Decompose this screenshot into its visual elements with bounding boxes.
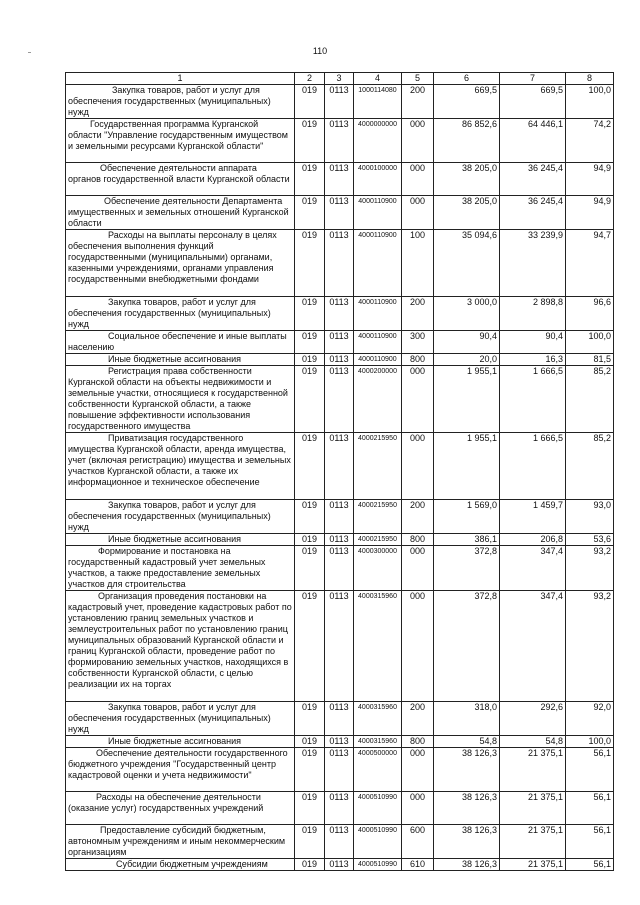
subsection-code-cell: 0113	[325, 163, 354, 196]
percent-cell: 94,9	[566, 196, 614, 230]
section-code-cell: 019	[295, 230, 325, 297]
actual-amount-cell: 669,5	[500, 85, 566, 119]
percent-cell: 56,1	[566, 825, 614, 859]
section-code-cell: 019	[295, 366, 325, 433]
section-code-cell: 019	[295, 591, 325, 702]
plan-amount-cell: 386,1	[434, 534, 500, 546]
plan-amount-cell: 1 955,1	[434, 433, 500, 500]
actual-amount-cell: 21 375,1	[500, 825, 566, 859]
row-name-cell: Организация проведения постановки на кадастровый учет, проведение кадастровых работ по установлению границ земельных участков и землеустроительных работ по установлению границ муниципальных образований Курганской области и границ Курганской области, проведение работ по формированию земельных участков, находящихся в собственности Курганской области, с целью реализации их на торгах	[66, 591, 295, 702]
row-name-cell: Регистрация права собственности Курганской области на объекты недвижимости и земельные участки, относящиеся к государственной собственности Курганской области, а также повышение эффективности использования государственного имущества	[66, 366, 295, 433]
row-name-cell: Предоставление субсидий бюджетным, автономным учреждениям и иным некоммерческим организациям	[66, 825, 295, 859]
target-code-cell: 4000200000	[354, 366, 402, 433]
table-row	[66, 331, 614, 354]
subsection-code-cell: 0113	[325, 119, 354, 163]
page-number: 110	[312, 46, 328, 56]
actual-amount-cell: 90,4	[500, 331, 566, 354]
percent-cell: 93,2	[566, 546, 614, 591]
row-name-cell: Приватизация государственного имущества Курганской области, аренда имущества, учет (включая регистрацию) имущества и земельных участков Курганской области, а также их информационное и техническое обеспечение	[66, 433, 295, 500]
actual-amount-cell: 292,6	[500, 702, 566, 736]
table-row	[66, 736, 614, 748]
table-row	[66, 163, 614, 196]
target-code-cell: 4000300000	[354, 546, 402, 591]
subsection-code-cell: 0113	[325, 297, 354, 331]
plan-amount-cell: 669,5	[434, 85, 500, 119]
table-row	[66, 196, 614, 230]
plan-amount-cell: 86 852,6	[434, 119, 500, 163]
section-code-cell: 019	[295, 702, 325, 736]
row-name-cell: Закупка товаров, работ и услуг для обеспечения государственных (муниципальных) нужд	[66, 702, 295, 736]
expense-type-cell: 800	[402, 354, 434, 366]
target-code-cell: 4000215950	[354, 500, 402, 534]
section-code-cell: 019	[295, 534, 325, 546]
table-row	[66, 366, 614, 433]
section-code-cell: 019	[295, 500, 325, 534]
table-row	[66, 702, 614, 736]
row-name-cell: Государственная программа Курганской области "Управление государственным имуществом и земельными ресурсами Курганской области"	[66, 119, 295, 163]
target-code-cell: 4000110900	[354, 331, 402, 354]
column-header: 5	[402, 73, 434, 85]
actual-amount-cell: 1 666,5	[500, 433, 566, 500]
row-name-cell: Обеспечение деятельности аппарата органов государственной власти Курганской области	[66, 163, 295, 196]
section-code-cell: 019	[295, 354, 325, 366]
percent-cell: 56,1	[566, 792, 614, 825]
expense-type-cell: 600	[402, 825, 434, 859]
percent-cell: 56,1	[566, 748, 614, 792]
plan-amount-cell: 372,8	[434, 591, 500, 702]
subsection-code-cell: 0113	[325, 354, 354, 366]
table-row	[66, 297, 614, 331]
row-name-cell: Закупка товаров, работ и услуг для обеспечения государственных (муниципальных) нужд	[66, 500, 295, 534]
subsection-code-cell: 0113	[325, 196, 354, 230]
actual-amount-cell: 21 375,1	[500, 859, 566, 871]
subsection-code-cell: 0113	[325, 230, 354, 297]
budget-table	[65, 72, 614, 871]
percent-cell: 85,2	[566, 433, 614, 500]
expense-type-cell: 000	[402, 591, 434, 702]
table-row	[66, 354, 614, 366]
percent-cell: 53,6	[566, 534, 614, 546]
expense-type-cell: 000	[402, 366, 434, 433]
target-code-cell: 4000510990	[354, 859, 402, 871]
percent-cell: 81,5	[566, 354, 614, 366]
plan-amount-cell: 38 205,0	[434, 196, 500, 230]
section-code-cell: 019	[295, 297, 325, 331]
percent-cell: 100,0	[566, 736, 614, 748]
target-code-cell: 4000110900	[354, 230, 402, 297]
section-code-cell: 019	[295, 163, 325, 196]
expense-type-cell: 000	[402, 119, 434, 163]
section-code-cell: 019	[295, 119, 325, 163]
percent-cell: 85,2	[566, 366, 614, 433]
expense-type-cell: 200	[402, 500, 434, 534]
row-name-cell: Обеспечение деятельности государственного бюджетного учреждения "Государственный центр кадастровой оценки и учета недвижимости"	[66, 748, 295, 792]
target-code-cell: 4000510990	[354, 792, 402, 825]
actual-amount-cell: 347,4	[500, 546, 566, 591]
section-code-cell: 019	[295, 196, 325, 230]
row-name-cell: Социальное обеспечение и иные выплаты населению	[66, 331, 295, 354]
section-code-cell: 019	[295, 859, 325, 871]
subsection-code-cell: 0113	[325, 859, 354, 871]
actual-amount-cell: 16,3	[500, 354, 566, 366]
row-name-cell: Субсидии бюджетным учреждениям	[66, 859, 295, 871]
target-code-cell: 4000315960	[354, 591, 402, 702]
section-code-cell: 019	[295, 748, 325, 792]
table-row	[66, 859, 614, 871]
plan-amount-cell: 20,0	[434, 354, 500, 366]
plan-amount-cell: 38 126,3	[434, 825, 500, 859]
table-row	[66, 119, 614, 163]
percent-cell: 92,0	[566, 702, 614, 736]
row-name-cell: Иные бюджетные ассигнования	[66, 354, 295, 366]
subsection-code-cell: 0113	[325, 546, 354, 591]
subsection-code-cell: 0113	[325, 825, 354, 859]
row-name-cell: Закупка товаров, работ и услуг для обеспечения государственных (муниципальных) нужд	[66, 297, 295, 331]
table-row	[66, 500, 614, 534]
row-name-cell: Расходы на обеспечение деятельности (оказание услуг) государственных учреждений	[66, 792, 295, 825]
subsection-code-cell: 0113	[325, 591, 354, 702]
row-name-cell: Закупка товаров, работ и услуг для обеспечения государственных (муниципальных) нужд	[66, 85, 295, 119]
expense-type-cell: 000	[402, 792, 434, 825]
target-code-cell: 4000000000	[354, 119, 402, 163]
actual-amount-cell: 33 239,9	[500, 230, 566, 297]
expense-type-cell: 300	[402, 331, 434, 354]
column-header: 6	[434, 73, 500, 85]
plan-amount-cell: 38 126,3	[434, 748, 500, 792]
actual-amount-cell: 36 245,4	[500, 196, 566, 230]
section-code-cell: 019	[295, 825, 325, 859]
plan-amount-cell: 90,4	[434, 331, 500, 354]
actual-amount-cell: 36 245,4	[500, 163, 566, 196]
table-row	[66, 591, 614, 702]
target-code-cell: 4000110900	[354, 297, 402, 331]
target-code-cell: 4000110900	[354, 354, 402, 366]
actual-amount-cell: 1 666,5	[500, 366, 566, 433]
column-header: 2	[295, 73, 325, 85]
subsection-code-cell: 0113	[325, 702, 354, 736]
table-row	[66, 748, 614, 792]
section-code-cell: 019	[295, 792, 325, 825]
table-row	[66, 825, 614, 859]
expense-type-cell: 000	[402, 748, 434, 792]
column-header: 8	[566, 73, 614, 85]
expense-type-cell: 100	[402, 230, 434, 297]
subsection-code-cell: 0113	[325, 366, 354, 433]
table-row	[66, 85, 614, 119]
section-code-cell: 019	[295, 546, 325, 591]
column-header: 4	[354, 73, 402, 85]
plan-amount-cell: 38 126,3	[434, 859, 500, 871]
expense-type-cell: 000	[402, 163, 434, 196]
expense-type-cell: 000	[402, 433, 434, 500]
table-row	[66, 433, 614, 500]
percent-cell: 100,0	[566, 331, 614, 354]
row-name-cell: Иные бюджетные ассигнования	[66, 736, 295, 748]
column-header: 1	[66, 73, 295, 85]
section-code-cell: 019	[295, 331, 325, 354]
percent-cell: 94,9	[566, 163, 614, 196]
target-code-cell: 4000215950	[354, 534, 402, 546]
expense-type-cell: 200	[402, 297, 434, 331]
actual-amount-cell: 1 459,7	[500, 500, 566, 534]
plan-amount-cell: 54,8	[434, 736, 500, 748]
row-name-cell: Расходы на выплаты персоналу в целях обеспечения выполнения функций государственными (муниципальными) органами, казенными учреждениями, органами управления государственными внебюджетными фондами	[66, 230, 295, 297]
target-code-cell: 4000100000	[354, 163, 402, 196]
subsection-code-cell: 0113	[325, 748, 354, 792]
subsection-code-cell: 0113	[325, 792, 354, 825]
subsection-code-cell: 0113	[325, 736, 354, 748]
section-code-cell: 019	[295, 85, 325, 119]
table-row	[66, 230, 614, 297]
plan-amount-cell: 1 569,0	[434, 500, 500, 534]
percent-cell: 74,2	[566, 119, 614, 163]
plan-amount-cell: 1 955,1	[434, 366, 500, 433]
subsection-code-cell: 0113	[325, 433, 354, 500]
subsection-code-cell: 0113	[325, 85, 354, 119]
percent-cell: 96,6	[566, 297, 614, 331]
actual-amount-cell: 64 446,1	[500, 119, 566, 163]
actual-amount-cell: 21 375,1	[500, 792, 566, 825]
column-header: 3	[325, 73, 354, 85]
target-code-cell: 4000500000	[354, 748, 402, 792]
actual-amount-cell: 347,4	[500, 591, 566, 702]
actual-amount-cell: 21 375,1	[500, 748, 566, 792]
column-header: 7	[500, 73, 566, 85]
target-code-cell: 1000114080	[354, 85, 402, 119]
percent-cell: 100,0	[566, 85, 614, 119]
row-name-cell: Формирование и постановка на государственный кадастровый учет земельных участков, а также предоставление земельных участков для строительства	[66, 546, 295, 591]
plan-amount-cell: 35 094,6	[434, 230, 500, 297]
subsection-code-cell: 0113	[325, 331, 354, 354]
plan-amount-cell: 38 126,3	[434, 792, 500, 825]
table-row	[66, 792, 614, 825]
subsection-code-cell: 0113	[325, 500, 354, 534]
target-code-cell: 4000315960	[354, 736, 402, 748]
expense-type-cell: 200	[402, 85, 434, 119]
table-row	[66, 546, 614, 591]
row-name-cell: Обеспечение деятельности Департамента имущественных и земельных отношений Курганской области	[66, 196, 295, 230]
percent-cell: 93,0	[566, 500, 614, 534]
expense-type-cell: 610	[402, 859, 434, 871]
plan-amount-cell: 38 205,0	[434, 163, 500, 196]
target-code-cell: 4000215950	[354, 433, 402, 500]
expense-type-cell: 000	[402, 196, 434, 230]
percent-cell: 94,7	[566, 230, 614, 297]
plan-amount-cell: 318,0	[434, 702, 500, 736]
plan-amount-cell: 372,8	[434, 546, 500, 591]
expense-type-cell: 800	[402, 534, 434, 546]
row-name-cell: Иные бюджетные ассигнования	[66, 534, 295, 546]
expense-type-cell: 000	[402, 546, 434, 591]
expense-type-cell: 800	[402, 736, 434, 748]
actual-amount-cell: 206,8	[500, 534, 566, 546]
actual-amount-cell: 54,8	[500, 736, 566, 748]
table-header-row	[66, 73, 614, 85]
section-code-cell: 019	[295, 433, 325, 500]
table-row	[66, 534, 614, 546]
actual-amount-cell: 2 898,8	[500, 297, 566, 331]
plan-amount-cell: 3 000,0	[434, 297, 500, 331]
subsection-code-cell: 0113	[325, 534, 354, 546]
target-code-cell: 4000315960	[354, 702, 402, 736]
section-code-cell: 019	[295, 736, 325, 748]
percent-cell: 56,1	[566, 859, 614, 871]
target-code-cell: 4000110900	[354, 196, 402, 230]
expense-type-cell: 200	[402, 702, 434, 736]
percent-cell: 93,2	[566, 591, 614, 702]
target-code-cell: 4000510990	[354, 825, 402, 859]
